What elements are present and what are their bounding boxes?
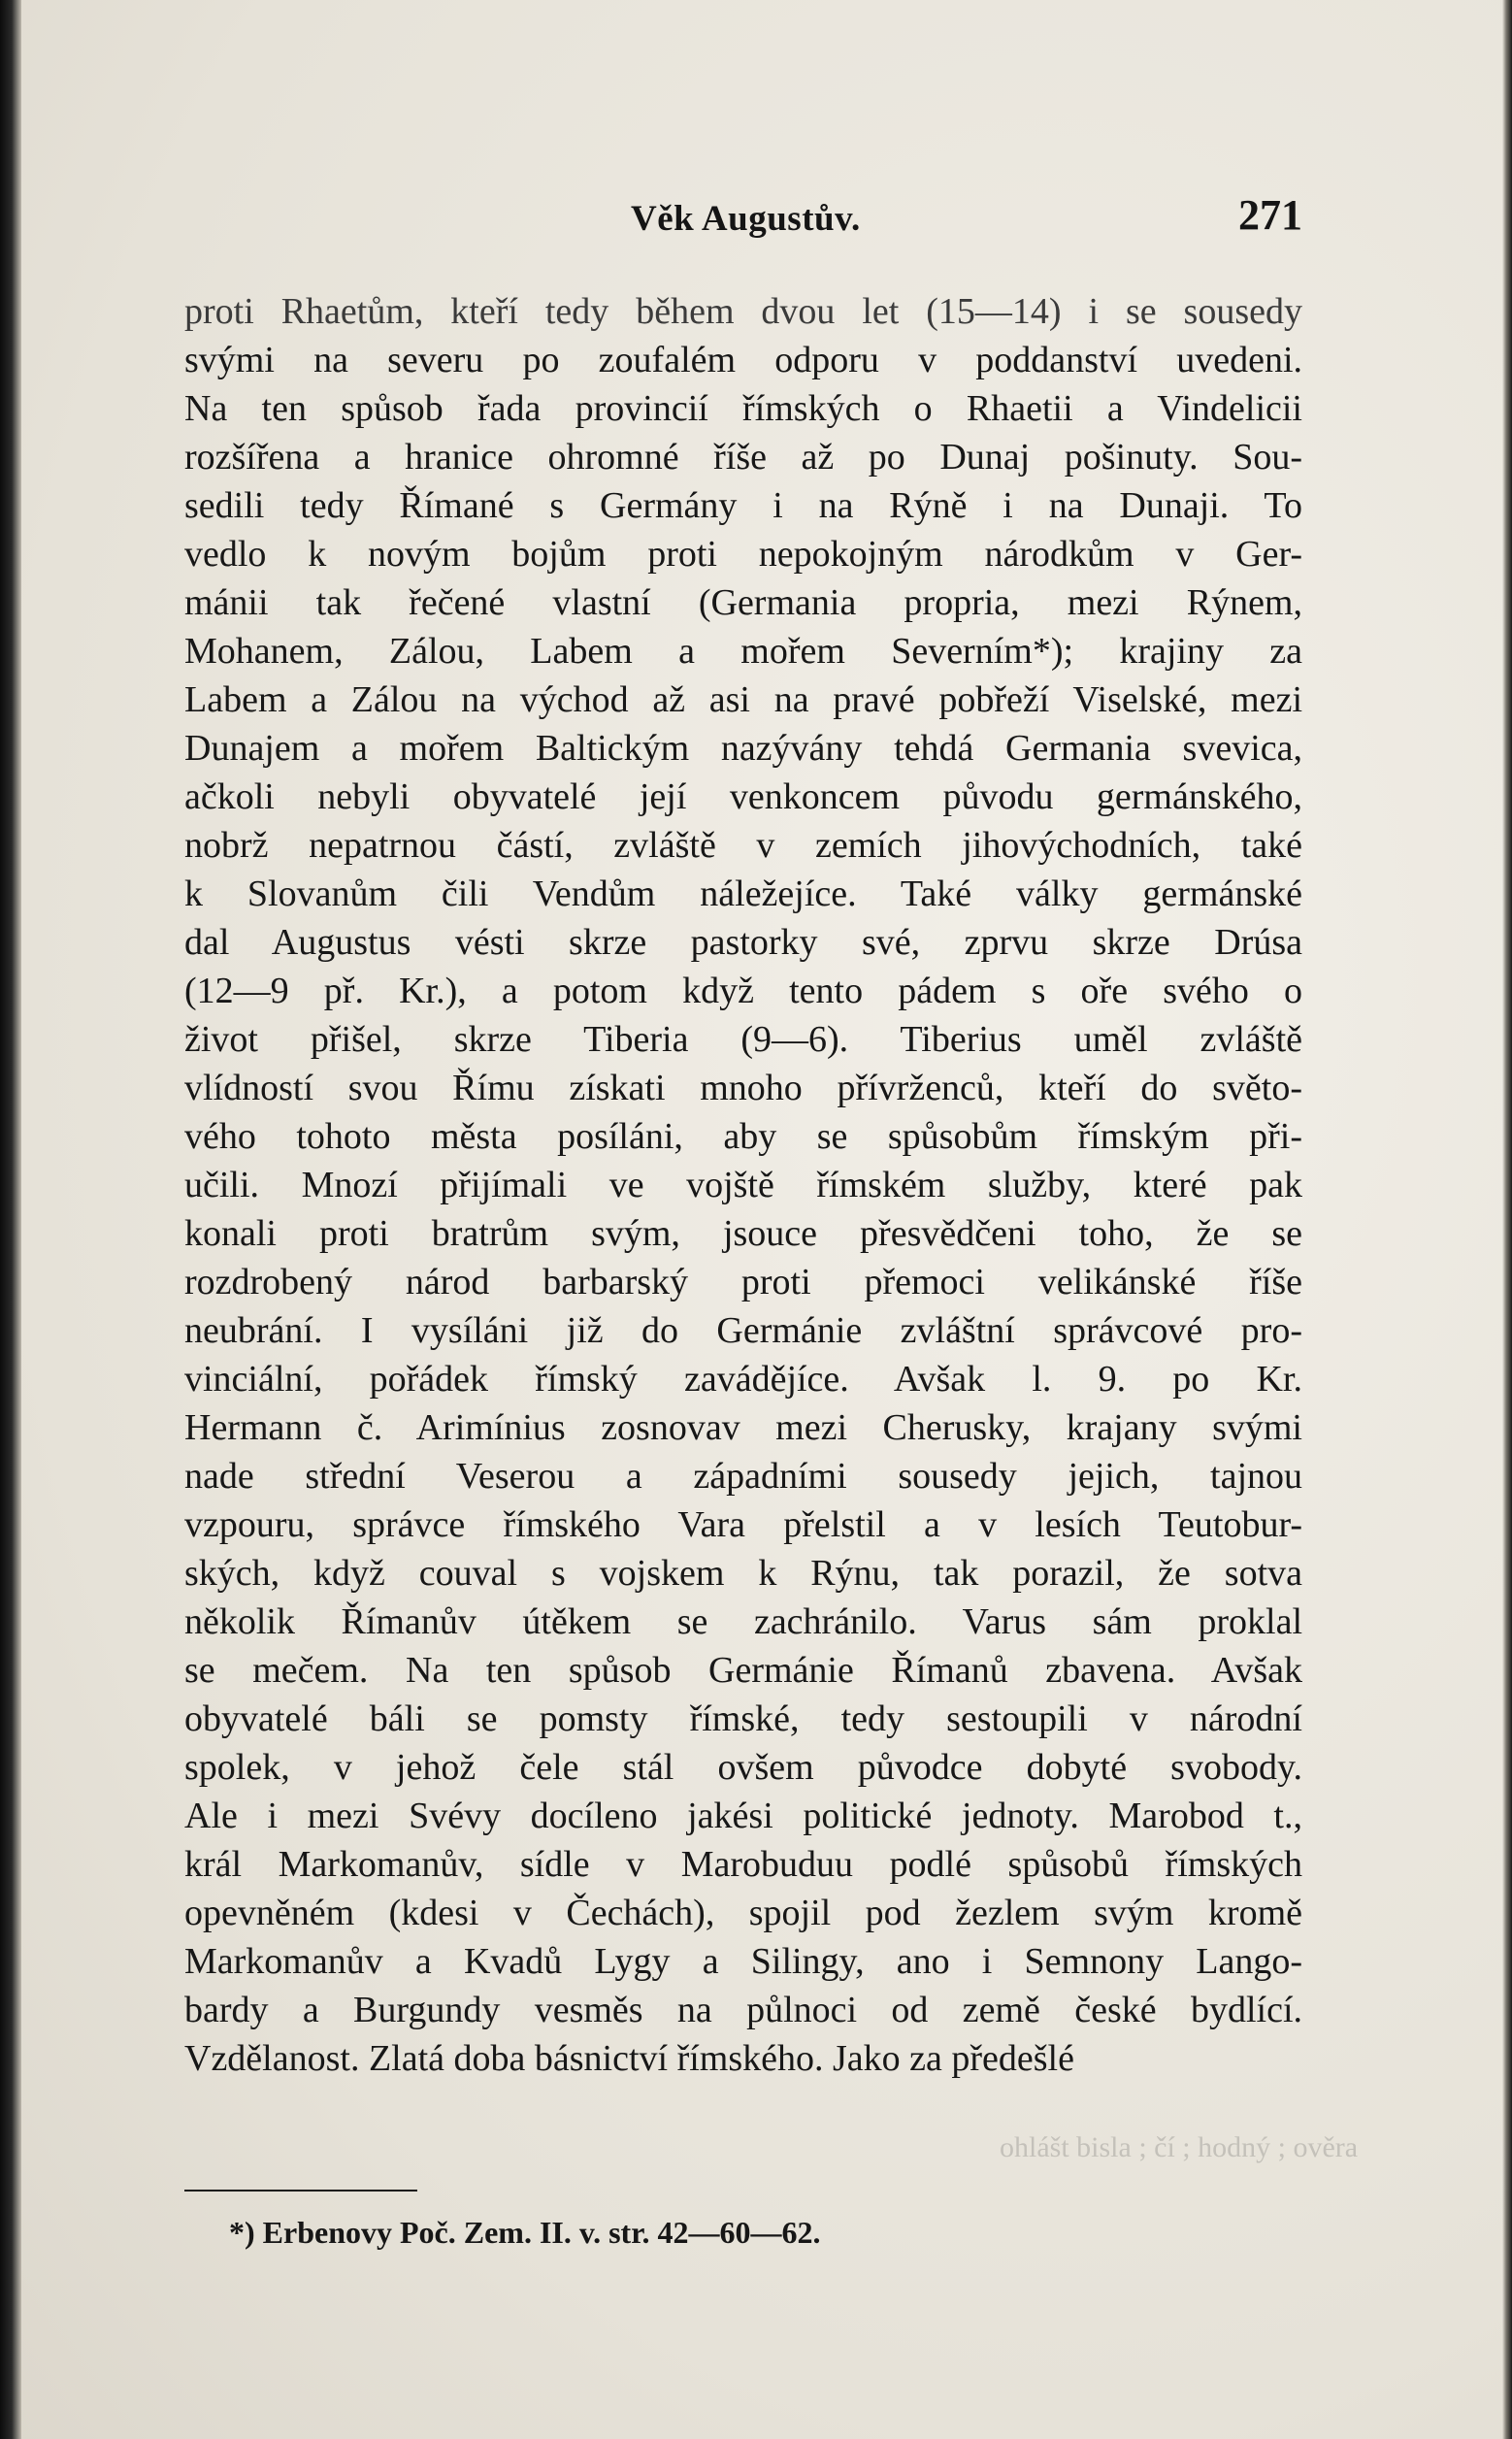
footnote-rule: [184, 2190, 417, 2192]
running-head: Věk Augustův.: [631, 199, 861, 239]
page-number: 271: [1238, 191, 1302, 239]
text-line: vlídností svou Římu získati mnoho přívrženců, kteří do světo-: [184, 1068, 1302, 1108]
text-line: vedlo k novým bojům proti nepokojným národkům v Ger-: [184, 534, 1302, 575]
text-line: král Markomanův, sídle v Marobuduu podlé spůsobů římských: [184, 1844, 1302, 1885]
text-line: spolek, v jehož čele stál ovšem původce dobyté svobody.: [184, 1747, 1302, 1788]
text-line: Vzdělanost. Zlatá doba básnictví římského. Jako za předešlé: [184, 2038, 1074, 2079]
text-line: opevněném (kdesi v Čechách), spojil pod žezlem svým kromě: [184, 1893, 1302, 1933]
bleed-through-text: ohlášt bisla ; čí ; hodný ; ověra: [1000, 2131, 1359, 2163]
text-line: nade střední Veserou a západními sousedy jejich, tajnou: [184, 1456, 1302, 1497]
text-line: (12—9 př. Kr.), a potom když tento pádem s oře svého o: [184, 971, 1302, 1011]
text-line: Mohanem, Zálou, Labem a mořem Severním*); krajiny za: [184, 631, 1302, 672]
footnote: *) Erbenovy Poč. Zem. II. v. str. 42—60—62.: [229, 2215, 821, 2250]
text-line: vinciální, pořádek římský zavádějíce. Avšak l. 9. po Kr.: [184, 1359, 1302, 1400]
text-line: k Slovanům čili Vendům náležejíce. Také války germánské: [184, 873, 1302, 914]
text-line: bardy a Burgundy vesměs na půlnoci od země české bydlící.: [184, 1990, 1302, 2030]
text-line: mánii tak řečené vlastní (Germania propria, mezi Rýnem,: [184, 582, 1302, 623]
text-line: sedili tedy Římané s Germány i na Rýně i na Dunaji. To: [184, 485, 1302, 526]
text-line: vzpouru, správce římského Vara přelstil a v lesích Teutobur-: [184, 1504, 1302, 1545]
text-line: Markomanův a Kvadů Lygy a Silingy, ano i Semnony Lango-: [184, 1941, 1302, 1982]
text-line: Hermann č. Arimínius zosnovav mezi Cherusky, krajany svými: [184, 1407, 1302, 1448]
text-line: Ale i mezi Svévy docíleno jakési politické jednoty. Marobod t.,: [184, 1796, 1302, 1836]
text-line: ských, když couval s vojskem k Rýnu, tak porazil, že sotva: [184, 1553, 1302, 1594]
text-line: život přišel, skrze Tiberia (9—6). Tiberius uměl zvláště: [184, 1019, 1302, 1060]
scan-left-shadow: [0, 0, 21, 2439]
body-text: [184, 287, 1302, 2083]
text-line: Labem a Zálou na východ až asi na pravé pobřeží Viselské, mezi: [184, 679, 1302, 720]
scan-right-shadow: [1502, 0, 1512, 2439]
text-line: svými na severu po zoufalém odporu v poddanství uvedeni.: [184, 340, 1302, 380]
text-line: rozšířena a hranice ohromné říše až po Dunaj pošinuty. Sou-: [184, 437, 1302, 478]
page-header: [184, 191, 1302, 247]
text-line: ačkoli nebyli obyvatelé její venkoncem původu germánského,: [184, 776, 1302, 817]
text-line: dal Augustus vésti skrze pastorky své, zprvu skrze Drúsa: [184, 922, 1302, 963]
text-line: Dunajem a mořem Baltickým nazývány tehdá Germania svevica,: [184, 728, 1302, 769]
text-line: vého tohoto města posíláni, aby se spůsobům římským při-: [184, 1116, 1302, 1157]
text-line: nobrž nepatrnou částí, zvláště v zemích jihovýchodních, také: [184, 825, 1302, 866]
text-line: několik Římanův útěkem se zachránilo. Varus sám proklal: [184, 1601, 1302, 1642]
text-line: konali proti bratrům svým, jsouce přesvědčeni toho, že se: [184, 1213, 1302, 1254]
text-line: se mečem. Na ten spůsob Germánie Římanů zbavena. Avšak: [184, 1650, 1302, 1691]
text-line: neubrání. I vysíláni již do Germánie zvláštní správcové pro-: [184, 1310, 1302, 1351]
text-line: obyvatelé báli se pomsty římské, tedy sestoupili v národní: [184, 1698, 1302, 1739]
text-line: proti Rhaetům, kteří tedy během dvou let (15—14) i se sousedy: [184, 291, 1302, 332]
text-line: rozdrobený národ barbarský proti přemoci velikánské říše: [184, 1262, 1302, 1302]
text-line: Na ten spůsob řada provincií římských o Rhaetii a Vindelicii: [184, 388, 1302, 429]
text-line: učili. Mnozí přijímali ve vojště římském služby, které pak: [184, 1165, 1302, 1205]
